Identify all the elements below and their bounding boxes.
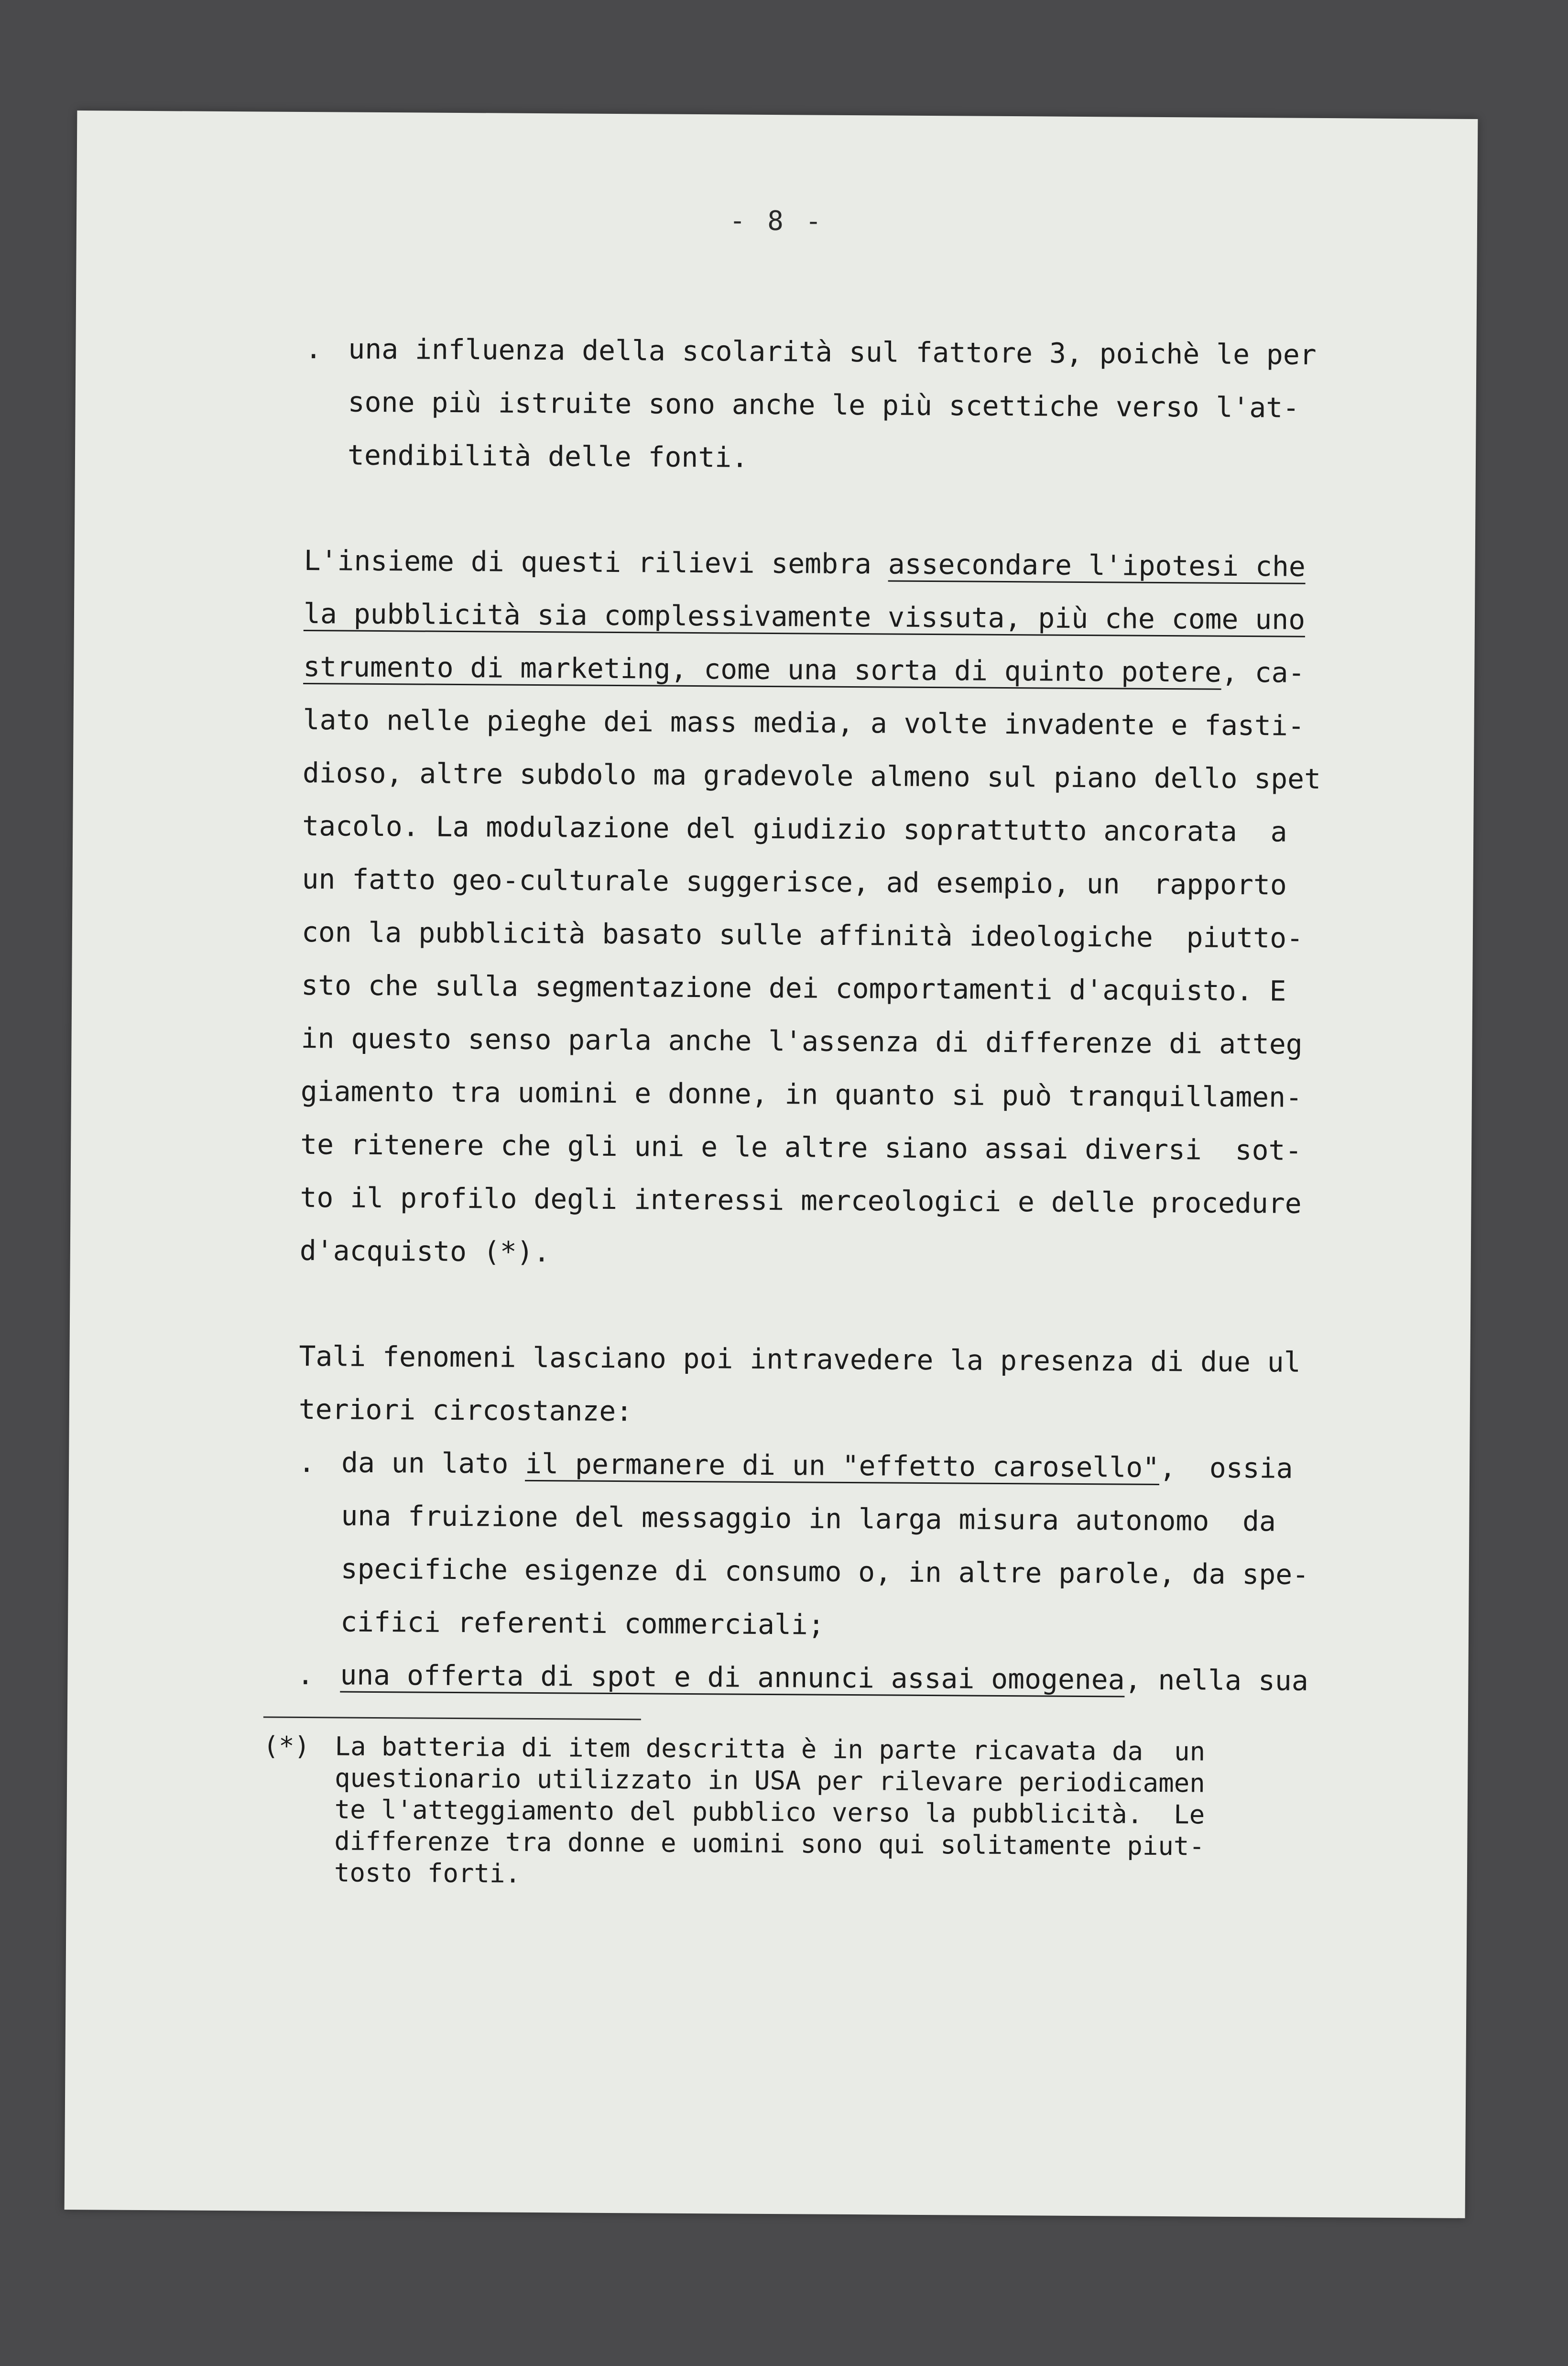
paragraph-insieme-rilievi [300, 534, 1375, 1284]
underlined-phrase: la pubblicità sia complessivamente vissuta, più che come uno [303, 597, 1306, 636]
footnote-line: te l'atteggiamento del pubblico verso la pubblicità. Le [334, 1794, 1205, 1830]
underlined-phrase: una offerta di spot e di annunci assai omogenea [340, 1658, 1125, 1696]
text-line: un fatto geo-culturale suggerisce, ad esempio, un rapporto [302, 862, 1287, 901]
page-number: - 8 - [729, 205, 825, 237]
text-line [304, 587, 1375, 647]
text-line: te ritenere che gli uni e le altre siano assai diversi sot- [300, 1128, 1302, 1167]
bullet-marker: . [305, 332, 322, 365]
text-line: strumento di marketing, come una sorta di quinto potere, ca- [303, 650, 1305, 689]
text-line: lato nelle pieghe dei mass media, a volte invadente e fasti- [303, 703, 1305, 742]
bullet-item-scolarita [305, 322, 1376, 488]
footnote-line: La batteria di item descritta è in parte ricavata da un [335, 1731, 1206, 1767]
paragraph-fenomeni [299, 1330, 1370, 1443]
text-line: teriori circostanze: [298, 1392, 633, 1428]
text-line: giamento tra uomini e donne, in quanto si può tranquillamen- [300, 1074, 1303, 1114]
text-line: sto che sulla segmentazione dei comportamenti d'acquisto. E [301, 968, 1286, 1008]
bullet-item-offerta-spot [297, 1648, 1368, 1708]
text-line: tacolo. La modulazione del giudizio soprattutto ancorata a [302, 809, 1287, 848]
underlined-phrase: strumento di marketing, come una sorta di quinto potere [303, 650, 1222, 689]
text-line: Tali fenomeni lasciano poi intravedere la presenza di due ul [299, 1339, 1301, 1379]
text-line: con la pubblicità basato sulle affinità ideologiche piutto- [301, 915, 1304, 954]
underlined-phrase: assecondare l'ipotesi che [888, 548, 1306, 583]
footnote [262, 1731, 1368, 1895]
footnote-line: tosto forti. [334, 1857, 521, 1889]
text-line: cifici referenti commerciali; [340, 1605, 825, 1641]
text-line: una fruizione del messaggio in larga misura autonomo da [341, 1499, 1276, 1538]
footnote-line: differenze tra donne e uomini sono qui solitamente piut- [334, 1826, 1205, 1862]
footnote-line: questionario utilizzato in USA per rilevare periodicamen [334, 1763, 1205, 1798]
bullet-marker: . [297, 1658, 314, 1691]
text-line: una offerta di spot e di annunci assai omogenea, nella sua [340, 1658, 1308, 1697]
footnote-marker: (*) [263, 1731, 310, 1762]
underlined-phrase: il permanere di un "effetto carosello" [525, 1447, 1160, 1484]
text-line: dioso, altre subdolo ma gradevole almeno sul piano dello spet [302, 756, 1321, 796]
text-line: in questo senso parla anche l'assenza di differenze di atteg [301, 1021, 1303, 1061]
text-line: tendibilità delle fonti. [347, 438, 749, 474]
text-line: to il profilo degli interessi merceologici e delle procedure [300, 1181, 1302, 1220]
footnote-separator [263, 1717, 641, 1720]
text-line: d'acquisto (*). [299, 1234, 550, 1269]
bullet-marker: . [298, 1446, 316, 1479]
text-line: L'insieme di questi rilievi sembra assecondare l'ipotesi che [304, 544, 1306, 583]
text-line: una influenza della scolarità sul fattore 3, poichè le per [348, 332, 1317, 371]
bullet-item-effetto-carosello [297, 1436, 1370, 1655]
text-line: sone più istruite sono anche le più scettiche verso l'at- [348, 385, 1300, 424]
text-line: da un lato il permanere di un "effetto carosello", ossia [341, 1446, 1293, 1485]
body-text [297, 322, 1376, 1708]
document-page [65, 110, 1478, 2218]
text-line: specifiche esigenze di consumo o, in altre parole, da spe- [340, 1552, 1309, 1591]
